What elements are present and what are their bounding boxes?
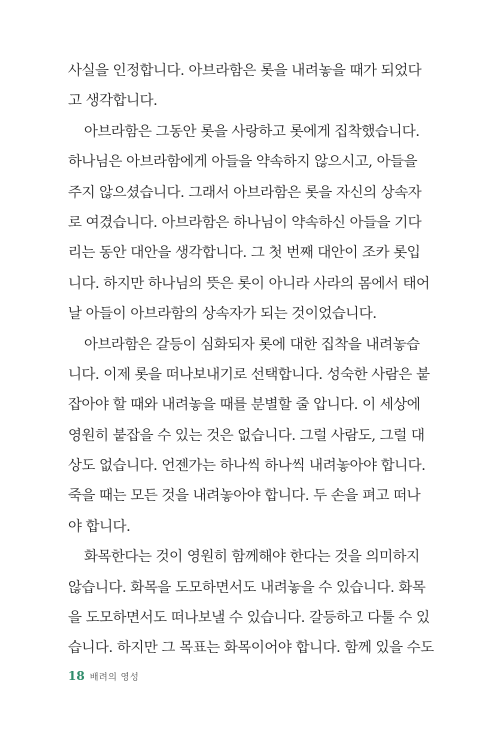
text-line: 니다. 이제 롯을 떠나보내기로 선택합니다. 성숙한 사람은 붙 — [68, 366, 430, 383]
text-line: 을 도모하면서도 떠나보낼 수 있습니다. 갈등하고 다툴 수 있 — [68, 610, 430, 627]
body-text — [68, 56, 434, 664]
text-line: 잡아야 할 때와 내려놓을 때를 분별할 줄 압니다. 이 세상에 — [68, 397, 421, 414]
text-line: 고 생각합니다. — [68, 93, 158, 110]
text-line: 영원히 붙잡을 수 있는 것은 없습니다. 그럴 사람도, 그럴 대 — [68, 427, 425, 444]
text-line: 야 합니다. — [68, 518, 131, 535]
text-line: 죽을 때는 모든 것을 내려놓아야 합니다. 두 손을 펴고 떠나 — [68, 488, 421, 505]
text-line: 않습니다. 화목을 도모하면서도 내려놓을 수 있습니다. 화목 — [68, 579, 426, 596]
page-footer — [68, 667, 139, 683]
paragraph-first-line: 아브라함은 갈등이 심화되자 롯에 대한 집착을 내려놓습 — [84, 336, 420, 353]
paragraph-first-line: 화목한다는 것이 영원히 함께해야 한다는 것을 의미하지 — [84, 549, 420, 566]
text-line: 리는 동안 대안을 생각합니다. 그 첫 번째 대안이 조카 롯입 — [68, 245, 421, 262]
text-line: 습니다. 하지만 그 목표는 화목이어야 합니다. 함께 있을 수도 — [68, 640, 434, 657]
paragraph-first-line: 아브라함은 그동안 롯을 사랑하고 롯에게 집착했습니다. — [84, 123, 420, 140]
page-number: 18 — [68, 669, 85, 683]
text-line: 니다. 하지만 하나님의 뜻은 롯이 아니라 사라의 몸에서 태어 — [68, 275, 430, 292]
running-title: 배려의 영성 — [89, 673, 140, 683]
text-line: 주지 않으셨습니다. 그래서 아브라함은 롯을 자신의 상속자 — [68, 184, 422, 201]
text-line: 사실을 인정합니다. 아브라함은 롯을 내려놓을 때가 되었다 — [68, 63, 422, 79]
text-line: 상도 없습니다. 언젠가는 하나씩 하나씩 내려놓아야 합니다. — [68, 458, 426, 475]
text-line: 날 아들이 아브라함의 상속자가 되는 것이었습니다. — [68, 306, 377, 323]
text-line: 로 여겼습니다. 아브라함은 하나님이 약속하신 아들을 기다 — [68, 214, 422, 231]
text-line: 하나님은 아브라함에게 아들을 약속하지 않으시고, 아들을 — [68, 154, 418, 171]
